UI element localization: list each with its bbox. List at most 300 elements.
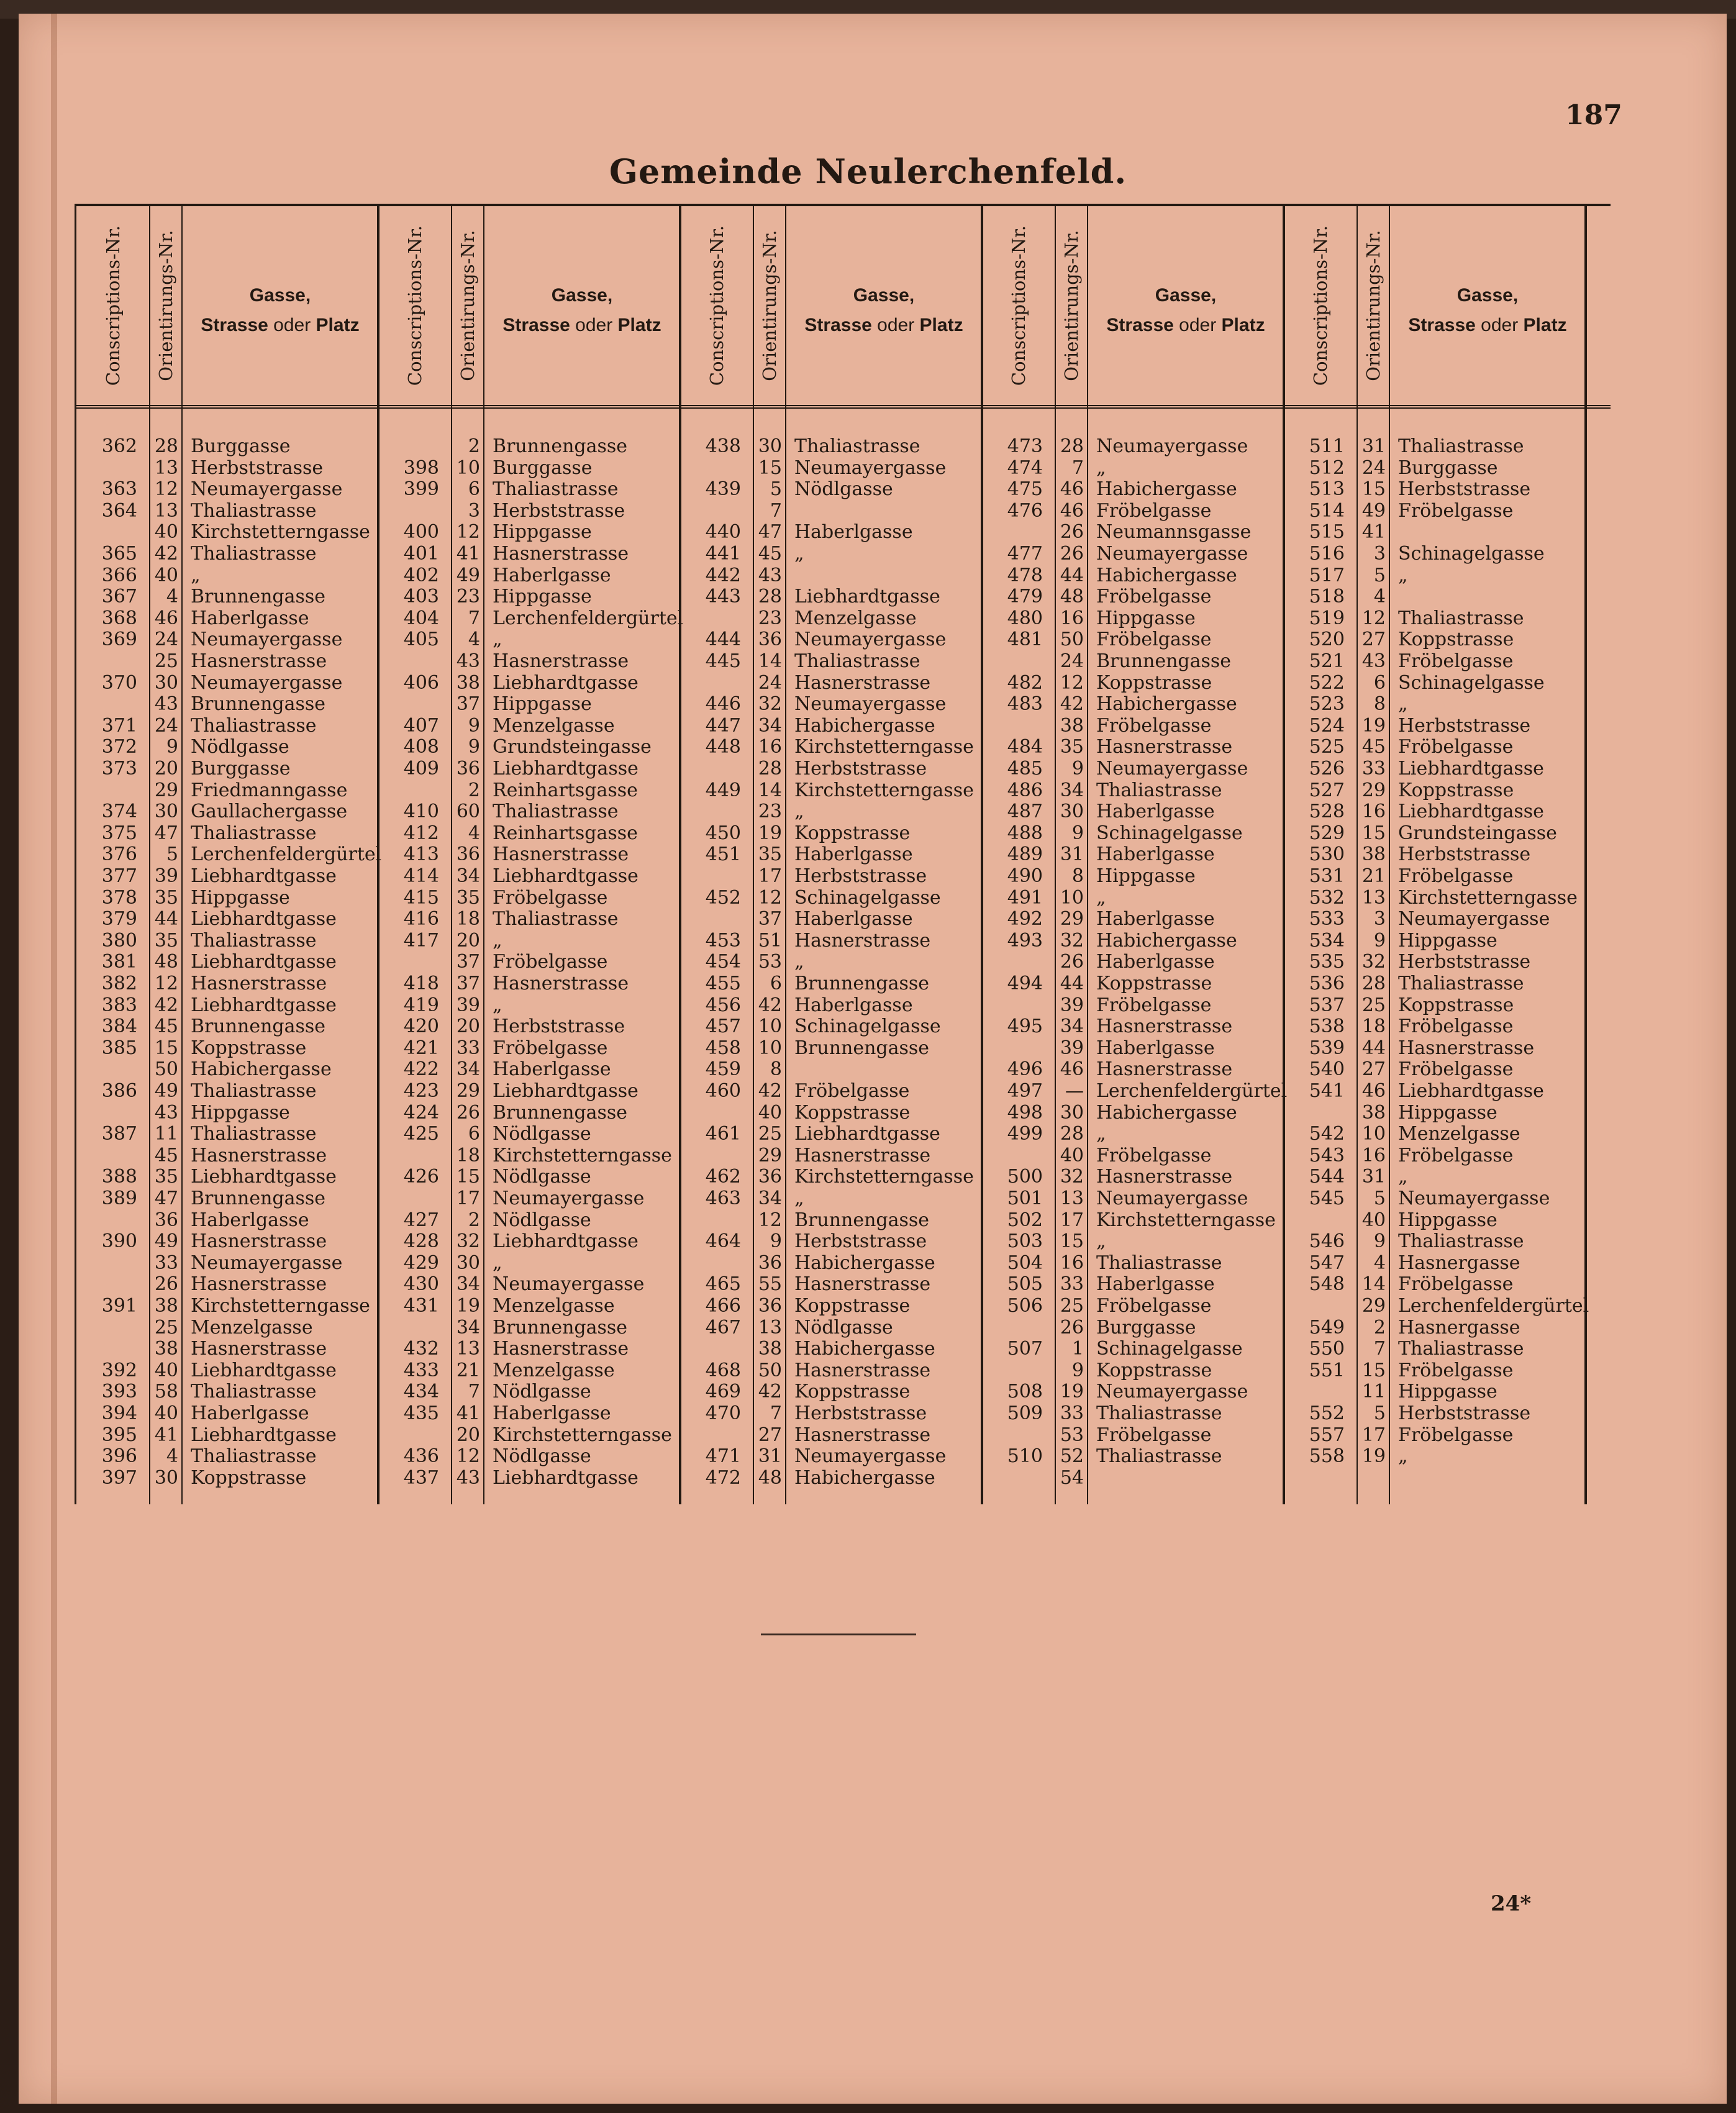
table-row (378, 479, 680, 500)
street-name: Hippgasse (493, 521, 592, 543)
orientation-number: 4 (468, 629, 480, 651)
street-name: Nödlgasse (493, 1209, 591, 1231)
table-row (1284, 801, 1586, 822)
street-name: Menzelgasse (794, 607, 917, 629)
street-name: Liebhardtgasse (493, 1466, 639, 1489)
header-conscription (982, 206, 1055, 405)
street-name: Brunnengasse (191, 586, 326, 608)
street-name: Koppstrasse (191, 1037, 307, 1059)
conscription-number (378, 952, 439, 973)
header-orientation-label: Orientirungs-Nr. (1061, 230, 1082, 381)
street-name: Neumayergasse (191, 478, 343, 501)
conscription-number: 487 (1007, 801, 1043, 823)
conscription-number: 379 (101, 908, 137, 930)
orientation-number: 3 (1373, 543, 1386, 565)
conscription-number (1284, 1381, 1345, 1402)
street-name: Hasnerstrasse (191, 1230, 327, 1253)
orientation-number: 53 (1060, 1424, 1084, 1446)
conscription-number: 386 (101, 1080, 137, 1102)
street-name: Hasnerstrasse (191, 973, 327, 994)
orientation-number: 40 (1361, 1209, 1386, 1231)
conscription-number: 528 (1309, 801, 1345, 823)
table-row (378, 1317, 680, 1338)
conscription-number (982, 1038, 1043, 1059)
orientation-number: 49 (154, 1230, 178, 1253)
table-row (982, 866, 1284, 887)
table-row (982, 479, 1284, 500)
conscription-number: 468 (705, 1359, 741, 1381)
header-street-line1: Gasse, (853, 285, 915, 306)
conscription-number: 466 (705, 1295, 741, 1317)
orientation-number: 14 (1361, 1273, 1386, 1296)
orientation-number: 11 (1361, 1381, 1386, 1403)
orientation-number: 10 (1361, 1123, 1386, 1145)
orientation-number: 15 (1361, 478, 1386, 501)
orientation-number: 9 (468, 714, 480, 737)
street-name: Neumayergasse (1096, 435, 1248, 457)
table-row (982, 1145, 1284, 1166)
street-name: Hippgasse (1398, 1381, 1497, 1403)
orientation-number: 24 (1361, 457, 1386, 479)
table-row (378, 844, 680, 865)
conscription-number: 428 (403, 1230, 439, 1253)
conscription-number: 433 (403, 1359, 439, 1381)
table-row (76, 629, 378, 650)
street-name: Burggasse (1398, 457, 1498, 479)
orientation-number: 53 (758, 951, 782, 973)
orientation-number: 29 (1361, 1295, 1386, 1317)
street-name: Fröbelgasse (1096, 994, 1212, 1016)
orientation-number: 54 (1060, 1466, 1084, 1489)
orientation-number: 34 (456, 1058, 480, 1081)
conscription-number (76, 458, 137, 479)
street-name: Burggasse (1096, 1316, 1196, 1338)
street-name: Habichergasse (1096, 564, 1237, 586)
street-name: Burggasse (191, 758, 291, 779)
table-row (378, 1124, 680, 1145)
header-street-line1: Gasse, (1457, 285, 1519, 306)
street-name: Burggasse (191, 435, 291, 457)
street-name: Fröbelgasse (1096, 1295, 1212, 1317)
conscription-number: 448 (705, 736, 741, 758)
orientation-number: 29 (456, 1080, 480, 1102)
conscription-number: 534 (1309, 929, 1345, 952)
conscription-number: 509 (1007, 1402, 1043, 1424)
table-row (378, 607, 684, 629)
orientation-number: 33 (1060, 1402, 1084, 1424)
table-row (680, 866, 982, 887)
conscription-number (982, 1360, 1043, 1381)
conscription-number: 510 (1007, 1445, 1043, 1468)
street-name: Herbststrasse (794, 758, 927, 779)
table-row (982, 1038, 1284, 1059)
header-street-platz: Platz (919, 315, 963, 335)
conscription-number: 489 (1007, 843, 1043, 866)
orientation-number: 17 (456, 1188, 480, 1209)
table-row (680, 1166, 982, 1188)
table-row (1284, 1381, 1586, 1402)
street-name: Liebhardtgasse (794, 586, 940, 608)
table-row (378, 1145, 680, 1166)
conscription-number: 454 (705, 951, 741, 973)
table-row (378, 586, 680, 607)
orientation-number: 7 (770, 1402, 782, 1424)
table-row (1284, 716, 1586, 737)
table-row (378, 1081, 680, 1102)
conscription-number (76, 651, 137, 672)
street-name: Kirchstetterngasse (191, 1295, 370, 1317)
street-name: Brunnengasse (794, 1037, 930, 1059)
street-name: Koppstrasse (794, 1381, 911, 1403)
table-row (680, 930, 982, 952)
orientation-number: 9 (1373, 1230, 1386, 1253)
table-row (76, 1317, 378, 1338)
conscription-number (76, 1274, 137, 1295)
street-name: Menzelgasse (493, 714, 615, 737)
street-name: Hippgasse (1398, 929, 1497, 952)
conscription-number (378, 436, 439, 457)
table-row (680, 543, 982, 565)
street-name: Habichergasse (794, 1466, 935, 1489)
orientation-number: 52 (1060, 1445, 1084, 1468)
table-row (680, 1381, 982, 1402)
conscription-number: 502 (1007, 1209, 1043, 1231)
street-name: Herbststrasse (794, 1402, 927, 1424)
header-street-oder: oder (575, 315, 618, 335)
table-row (1284, 780, 1586, 801)
table-row (680, 1446, 982, 1467)
table-row (1284, 694, 1586, 715)
orientation-number: 26 (1060, 543, 1084, 565)
conscription-number: 507 (1007, 1338, 1043, 1360)
orientation-number: 58 (154, 1381, 178, 1403)
conscription-number (982, 522, 1043, 543)
conscription-number: 429 (403, 1252, 439, 1274)
orientation-number: 25 (154, 650, 178, 672)
conscription-number: 374 (101, 801, 137, 823)
conscription-number: 501 (1007, 1188, 1043, 1209)
street-name: Hippgasse (1096, 607, 1196, 629)
street-name: „ (1398, 1166, 1408, 1188)
orientation-number: 50 (758, 1359, 782, 1381)
conscription-number (378, 780, 439, 801)
orientation-number: 35 (758, 843, 782, 866)
street-name: „ (191, 564, 201, 586)
conscription-number (378, 1317, 439, 1338)
table-row (680, 673, 982, 694)
orientation-number: 13 (154, 457, 178, 479)
conscription-number: 500 (1007, 1166, 1043, 1188)
orientation-number: 15 (456, 1166, 480, 1188)
conscription-number: 404 (403, 607, 439, 629)
street-name: Fröbelgasse (1398, 865, 1514, 887)
orientation-number: 50 (1060, 629, 1084, 651)
orientation-number: 25 (758, 1123, 782, 1145)
street-name: Hasnerstrasse (493, 973, 629, 994)
table-row (1284, 1102, 1586, 1124)
orientation-number: 41 (1361, 521, 1386, 543)
table-row (680, 458, 982, 479)
table-row (680, 565, 982, 586)
conscription-number: 527 (1309, 779, 1345, 801)
orientation-number: 40 (154, 564, 178, 586)
orientation-number: 16 (1361, 1144, 1386, 1166)
conscription-number: 409 (403, 758, 439, 779)
table-row (378, 565, 680, 586)
orientation-number: 2 (468, 779, 480, 801)
page-title: Gemeinde Neulerchenfeld. (609, 152, 1127, 191)
orientation-number: 40 (1060, 1144, 1084, 1166)
table-row (1284, 1124, 1586, 1145)
orientation-number: 50 (154, 1058, 178, 1081)
orientation-number: 23 (758, 801, 782, 823)
table-row (982, 1403, 1284, 1424)
street-name: Haberlgasse (191, 607, 309, 629)
orientation-number: 19 (1361, 1445, 1386, 1468)
street-name: Koppstrasse (794, 822, 911, 844)
conscription-number: 426 (403, 1166, 439, 1188)
street-name: Thaliastrasse (191, 499, 317, 522)
orientation-number: 30 (154, 801, 178, 823)
table-row (680, 1360, 982, 1381)
orientation-number: 35 (154, 929, 178, 952)
street-name: Fröbelgasse (1096, 1144, 1212, 1166)
conscription-number: 543 (1309, 1144, 1345, 1166)
conscription-number: 485 (1007, 758, 1043, 779)
street-name: Nödlgasse (493, 1445, 591, 1468)
header-orientation (1055, 206, 1088, 405)
orientation-number: 45 (154, 1016, 178, 1038)
conscription-number: 530 (1309, 843, 1345, 866)
table-row (76, 565, 378, 586)
conscription-number: 400 (403, 521, 439, 543)
table-row (982, 1425, 1284, 1446)
street-name: Kirchstetterngasse (1096, 1209, 1276, 1231)
orientation-number: 46 (154, 607, 178, 629)
table-row (982, 716, 1284, 737)
table-row (76, 1403, 378, 1424)
header-conscription (76, 206, 150, 405)
table-row (378, 1425, 680, 1446)
table-row (76, 1338, 378, 1360)
street-name: Brunnengasse (794, 973, 930, 994)
orientation-number: 32 (1361, 951, 1386, 973)
table-row (680, 501, 982, 522)
table-row (76, 1446, 378, 1467)
orientation-number: 43 (154, 1101, 178, 1124)
table-row (1284, 1081, 1586, 1102)
orientation-number: 47 (758, 521, 782, 543)
orientation-number: 12 (456, 1445, 480, 1468)
conscription-number: 405 (403, 629, 439, 651)
street-name: Nödlgasse (191, 736, 289, 758)
street-name: Liebhardtgasse (1398, 758, 1544, 779)
orientation-number: 55 (758, 1273, 782, 1296)
conscription-number: 452 (705, 886, 741, 909)
orientation-number: 34 (758, 1188, 782, 1209)
conscription-number: 536 (1309, 973, 1345, 994)
header-street-strasse: Strasse (1408, 315, 1481, 335)
table-row (982, 1446, 1284, 1467)
conscription-number (982, 995, 1043, 1016)
orientation-number: 15 (758, 457, 782, 479)
table-row (378, 1188, 680, 1209)
orientation-number: 5 (770, 478, 782, 501)
table-row (76, 1360, 378, 1381)
street-name: Thaliastrasse (191, 1080, 317, 1102)
table-row (76, 1166, 378, 1188)
header-orientation (150, 206, 182, 405)
orientation-number: 28 (758, 586, 782, 608)
table-row (680, 844, 982, 865)
table-row (76, 1102, 378, 1124)
header-conscription-label: Conscriptions-Nr. (1008, 225, 1029, 386)
table-row (76, 1038, 378, 1059)
orientation-number: 14 (758, 779, 782, 801)
orientation-number: 12 (758, 886, 782, 909)
orientation-number: 30 (154, 671, 178, 694)
header-conscription-label: Conscriptions-Nr. (1310, 225, 1331, 386)
street-name: Reinhartsgasse (493, 822, 638, 844)
table-row (378, 780, 680, 801)
table-row (982, 973, 1284, 994)
street-name: Kirchstetterngasse (191, 521, 370, 543)
street-name: Thaliastrasse (794, 650, 920, 672)
header-conscription-label: Conscriptions-Nr. (102, 225, 124, 386)
orientation-number: 17 (758, 865, 782, 887)
header-conscription (680, 206, 753, 405)
orientation-number: 8 (1373, 693, 1386, 716)
street-name: Neumayergasse (493, 1273, 645, 1296)
orientation-number: 8 (770, 1058, 782, 1081)
street-name: Neumannsgasse (1096, 521, 1252, 543)
table-row (982, 780, 1284, 801)
orientation-number: 5 (166, 843, 178, 866)
street-name: Hasnerstrasse (493, 543, 629, 565)
conscription-number: 451 (705, 843, 741, 866)
conscription-number (76, 1317, 137, 1338)
street-name: Thaliastrasse (191, 1381, 317, 1403)
street-name: Liebhardtgasse (493, 1230, 639, 1253)
street-name: Thaliastrasse (493, 801, 619, 823)
table-row (76, 1381, 378, 1402)
street-name: Fröbelgasse (1096, 499, 1212, 522)
conscription-number (76, 780, 137, 801)
table-row (680, 1124, 982, 1145)
street-name: Thaliastrasse (1096, 1445, 1222, 1468)
header-conscription (378, 206, 452, 405)
orientation-number: 38 (758, 1338, 782, 1360)
orientation-number: 12 (154, 478, 178, 501)
table-row (378, 888, 680, 909)
table-row (378, 1446, 680, 1467)
table-row (680, 888, 982, 909)
conscription-number: 550 (1309, 1338, 1345, 1360)
orientation-number: 9 (1373, 929, 1386, 952)
street-name: „ (794, 801, 804, 823)
orientation-number: 41 (154, 1424, 178, 1446)
table-row (378, 436, 680, 457)
street-name: „ (493, 929, 502, 952)
street-name: Menzelgasse (493, 1359, 615, 1381)
conscription-number: 525 (1309, 736, 1345, 758)
table-row (76, 1231, 378, 1252)
street-name: Haberlgasse (1096, 908, 1215, 930)
table-row (378, 673, 680, 694)
header-street-oder: oder (1179, 315, 1222, 335)
orientation-number: 44 (1361, 1037, 1386, 1059)
conscription-number: 461 (705, 1123, 741, 1145)
orientation-number: 26 (456, 1101, 480, 1124)
page-number: 187 (1565, 99, 1622, 131)
conscription-number: 520 (1309, 629, 1345, 651)
orientation-number: 35 (456, 886, 480, 909)
conscription-number (982, 1317, 1043, 1338)
table-row (1284, 1446, 1586, 1467)
table-row (1284, 565, 1586, 586)
table-row (982, 1317, 1284, 1338)
table-row (378, 1468, 680, 1489)
header-street-line1: Gasse, (551, 285, 613, 306)
orientation-number: 29 (1060, 908, 1084, 930)
conscription-number: 519 (1309, 607, 1345, 629)
conscription-number: 377 (101, 865, 137, 887)
street-name: Kirchstetterngasse (794, 736, 974, 758)
table-row (378, 458, 680, 479)
table-row (680, 1059, 982, 1080)
street-name: Hasnerstrasse (493, 843, 629, 866)
conscription-number: 467 (705, 1316, 741, 1338)
orientation-number: 15 (1361, 1359, 1386, 1381)
table-row (76, 651, 378, 672)
header-street-strasse: Strasse (502, 315, 576, 335)
street-name: Liebhardtgasse (794, 1123, 940, 1145)
table-row (680, 758, 982, 779)
conscription-number: 496 (1007, 1058, 1043, 1081)
orientation-number: 7 (1373, 1338, 1386, 1360)
table-row (76, 543, 378, 565)
conscription-number: 395 (101, 1424, 137, 1446)
conscription-number: 457 (705, 1016, 741, 1038)
conscription-number: 505 (1007, 1273, 1043, 1296)
conscription-number (76, 1145, 137, 1166)
street-name: Liebhardtgasse (1398, 801, 1544, 823)
conscription-number: 381 (101, 951, 137, 973)
conscription-number: 539 (1309, 1037, 1345, 1059)
street-name: Hasnerstrasse (794, 929, 931, 952)
orientation-number: 40 (154, 1359, 178, 1381)
conscription-number: 537 (1309, 994, 1345, 1016)
table-row (1284, 1016, 1586, 1037)
orientation-number: 16 (1060, 607, 1084, 629)
street-name: Koppstrasse (1398, 994, 1514, 1016)
orientation-number: 30 (758, 435, 782, 457)
orientation-number: 35 (154, 1166, 178, 1188)
signature-mark: 24* (1491, 1891, 1532, 1916)
table-row (76, 866, 378, 887)
conscription-number: 460 (705, 1080, 741, 1102)
header-orientation-label: Orientirungs-Nr. (155, 230, 176, 381)
orientation-number: 45 (758, 543, 782, 565)
end-rule (761, 1634, 916, 1635)
orientation-number: 19 (456, 1295, 480, 1317)
street-name: Friedmanngasse (191, 779, 348, 801)
header-street (1088, 281, 1284, 340)
street-name: Brunnengasse (191, 1016, 326, 1038)
table-row (1284, 1145, 1586, 1166)
conscription-number: 521 (1309, 650, 1345, 672)
table-row (982, 629, 1284, 650)
